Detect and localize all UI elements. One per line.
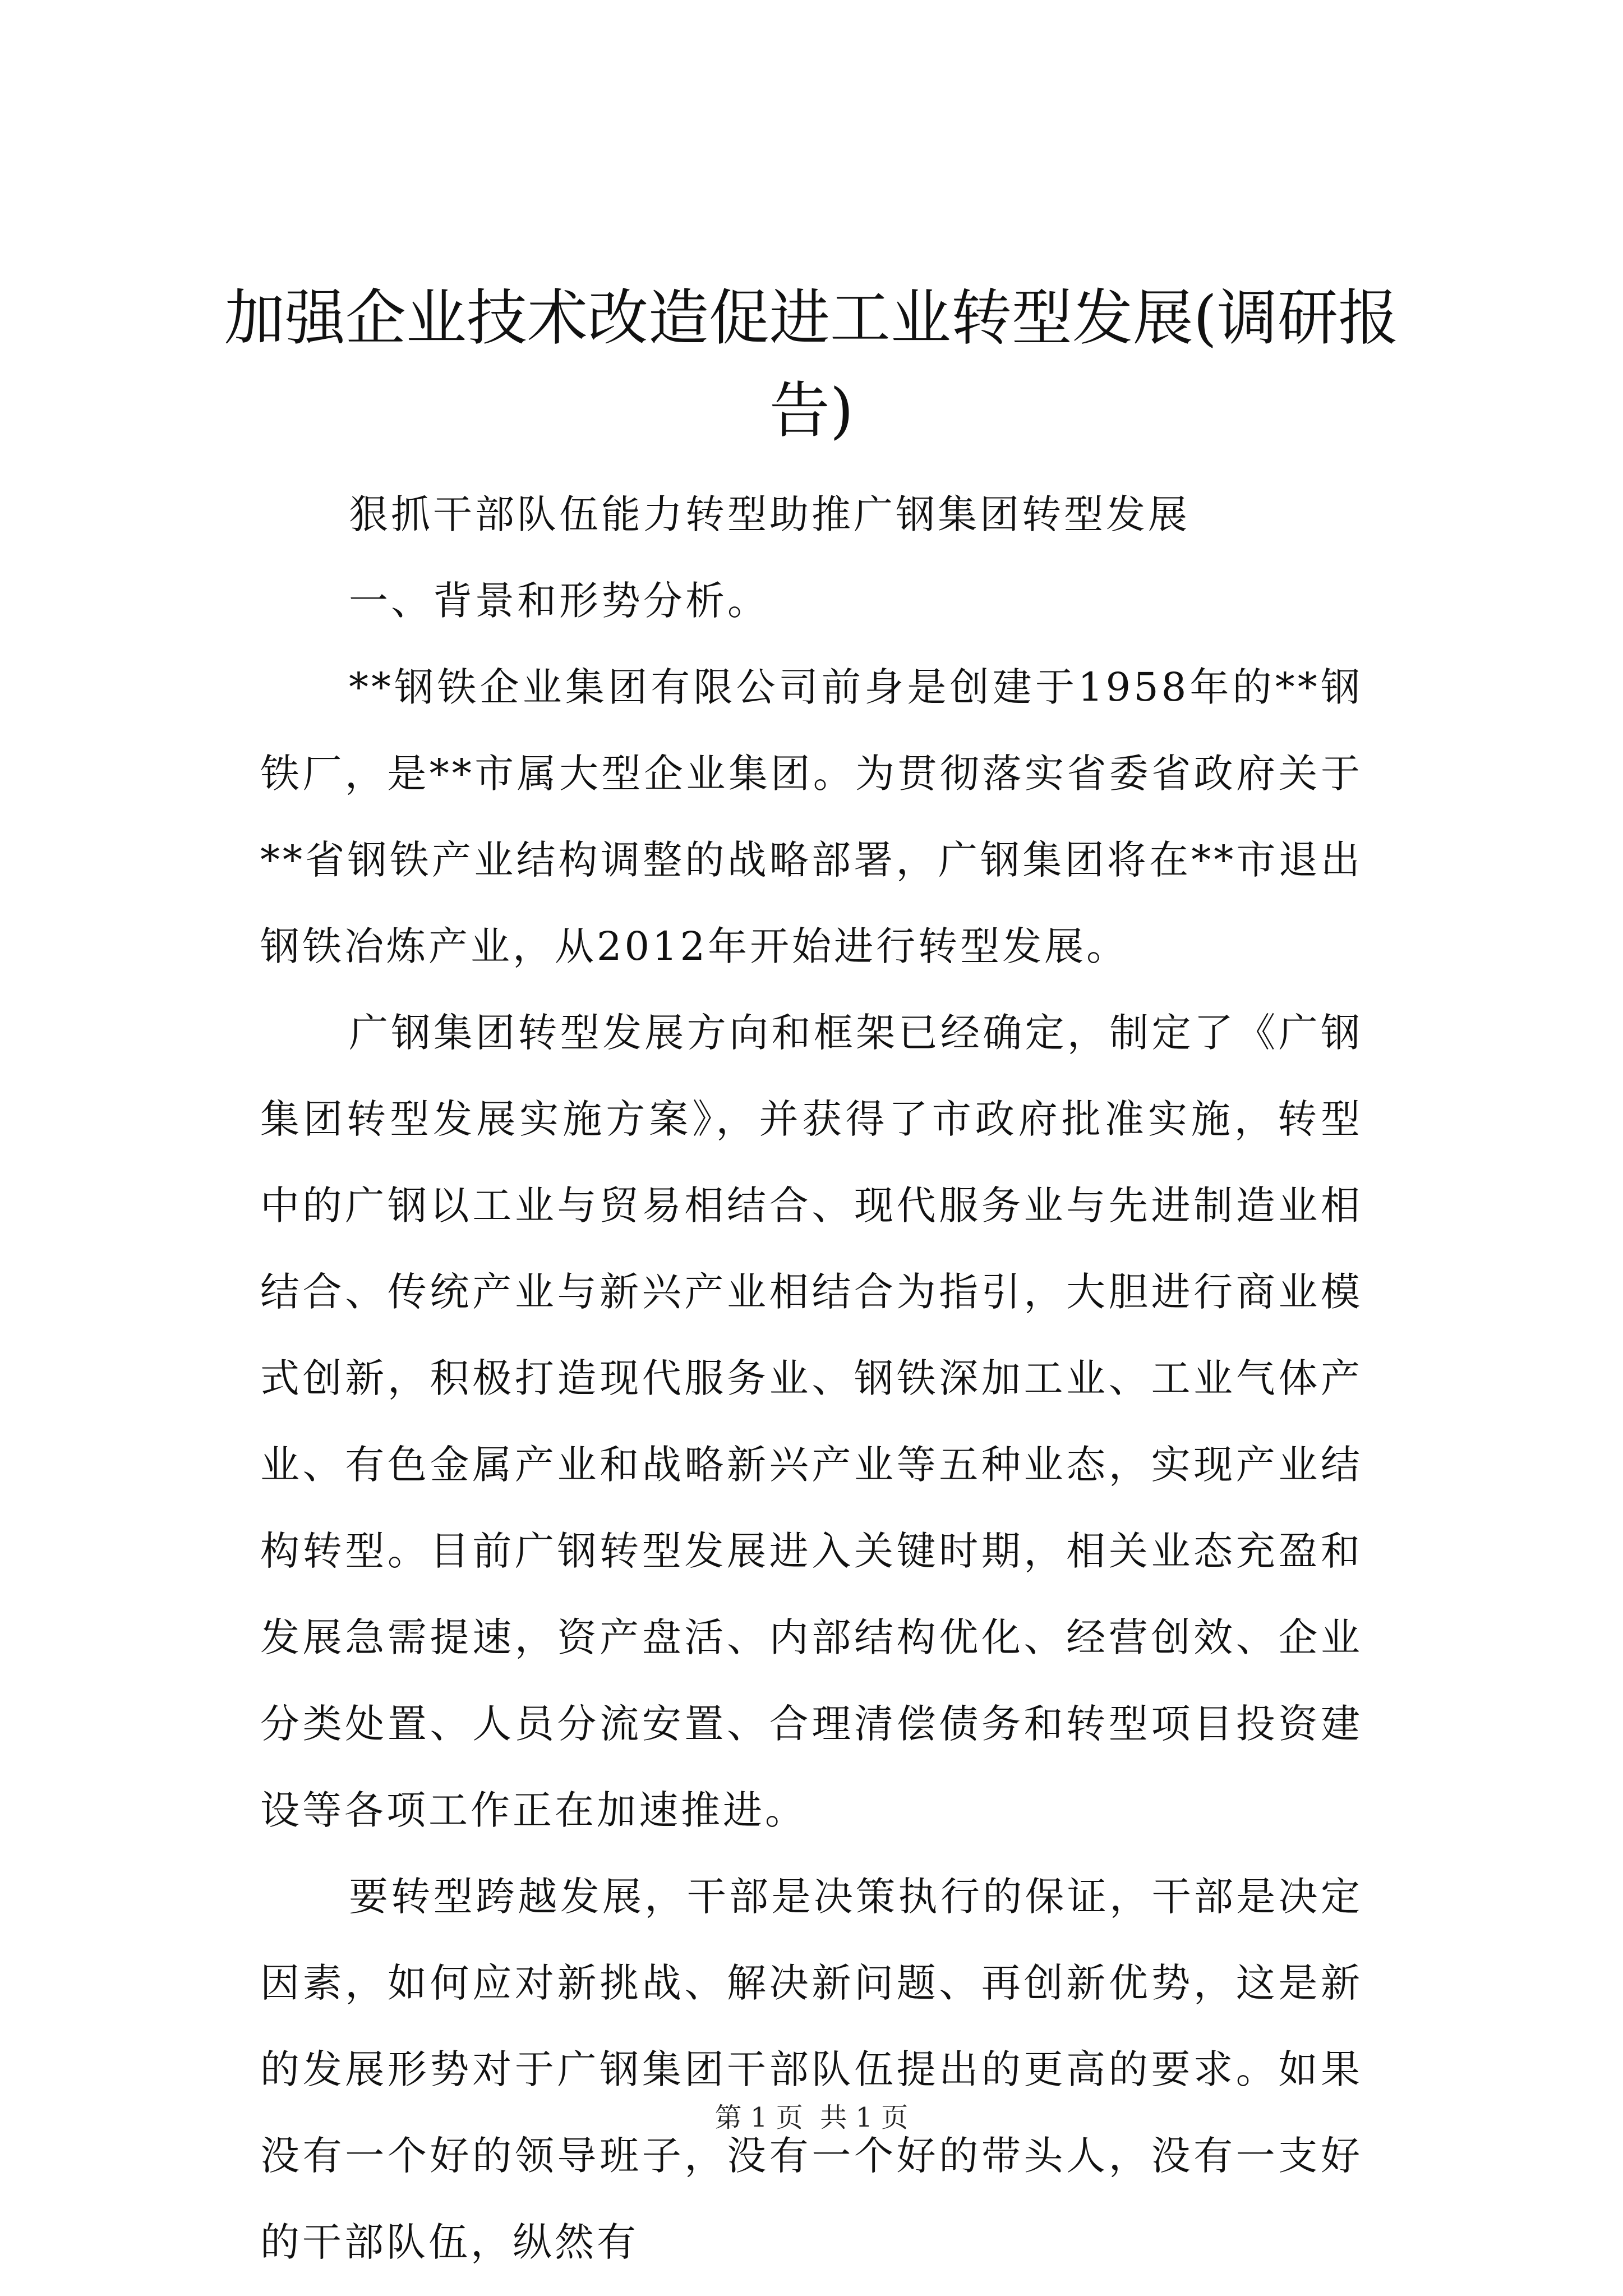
body-paragraph: 要转型跨越发展，干部是决策执行的保证，干部是决定因素，如何应对新挑战、解决新问题、再创新优势，这是新的发展形势对于广钢集团干部队伍提出的更高的要求。如果没有一个好的领导班子，没有一个好的带头人，没有一支好的干部队伍，纵然有 xyxy=(260,1874,1363,2265)
document-title: 加强企业技术改造促进工业转型发展(调研报告) xyxy=(224,283,1399,446)
section-heading: 一、背景和形势分析。 xyxy=(349,578,769,624)
subtitle-paragraph: 狠抓干部队伍能力转型助推广钢集团转型发展 xyxy=(349,491,1190,537)
body-paragraph: **钢铁企业集团有限公司前身是创建于1958年的**钢铁厂，是**市属大型企业集团。为贯彻落实省委省政府关于**省钢铁产业结构调整的战略部署，广钢集团将在**市退出钢铁冶炼产业，从2012年开始进行转型发展。 xyxy=(260,664,1363,969)
document-body xyxy=(260,471,1363,2285)
body-paragraph: 广钢集团转型发展方向和框架已经确定，制定了《广钢集团转型发展实施方案》，并获得了市政府批准实施，转型中的广钢以工业与贸易相结合、现代服务业与先进制造业相结合、传统产业与新兴产业相结合为指引，大胆进行商业模式创新，积极打造现代服务业、钢铁深加工业、工业气体产业、有色金属产业和战略新兴产业等五种业态，实现产业结构转型。目前广钢转型发展进入关键时期，相关业态充盈和发展急需提速，资产盘活、内部结构优化、经营创效、企业分类处置、人员分流安置、合理清偿债务和转型项目投资建设等各项工作正在加速推进。 xyxy=(260,1010,1363,1833)
page-number-label: 第 1 页 共 1 页 xyxy=(714,2102,909,2133)
page-footer xyxy=(0,2101,1623,2134)
